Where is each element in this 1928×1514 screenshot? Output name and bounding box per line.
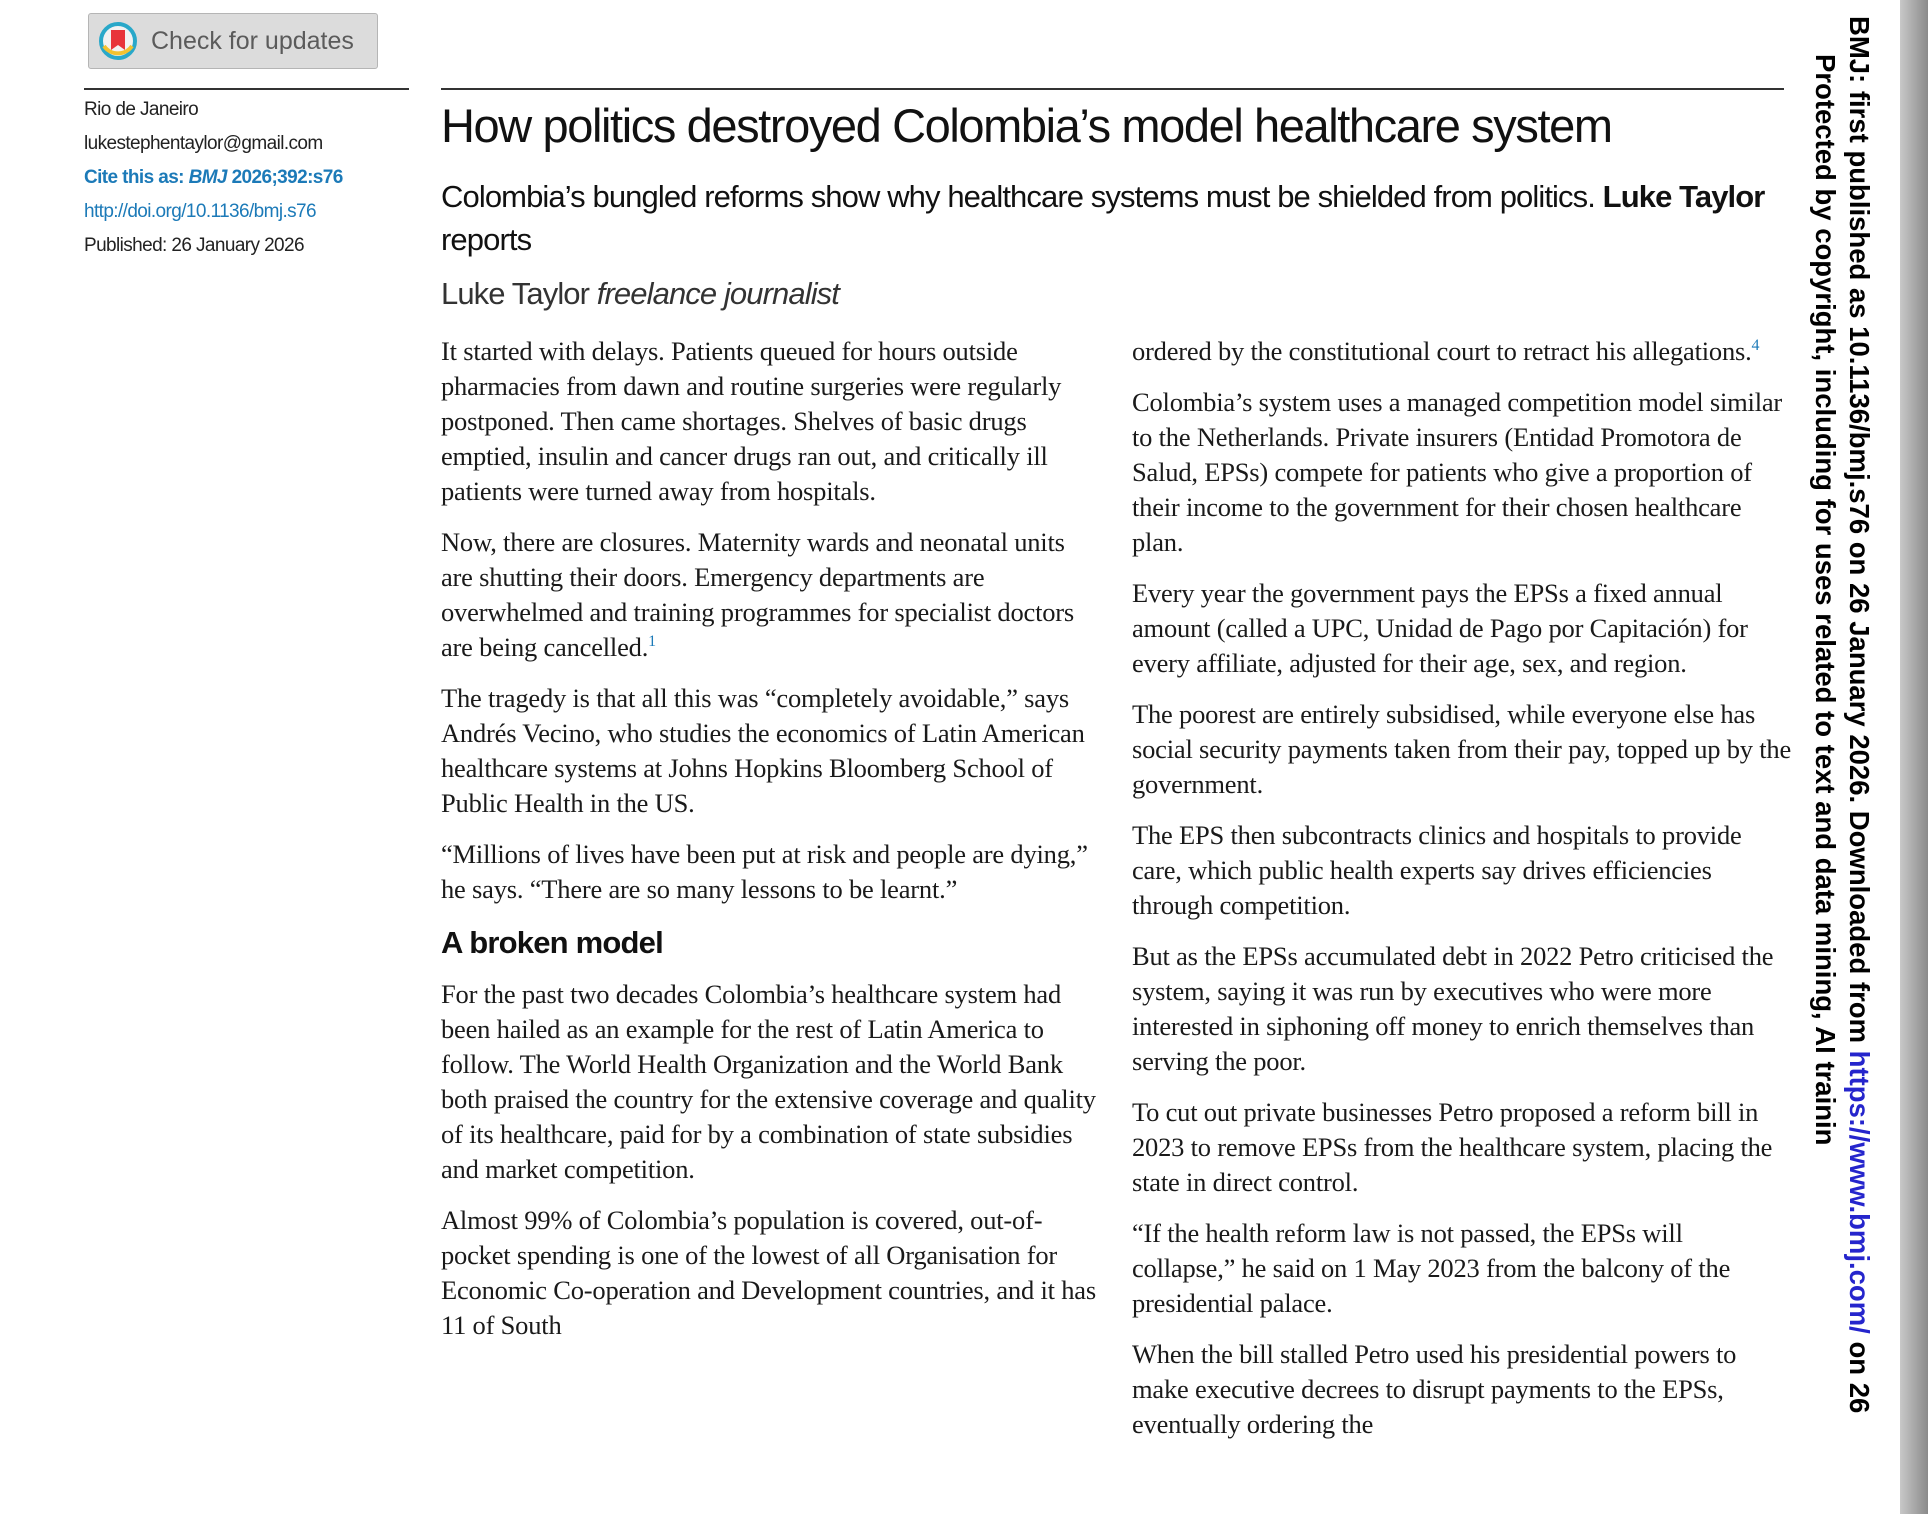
author-location: Rio de Janeiro bbox=[84, 99, 199, 120]
body-column-1 bbox=[441, 334, 1101, 1359]
viewer-scrollbar-shade bbox=[1900, 0, 1928, 1514]
citation-journal: BMJ bbox=[188, 167, 227, 188]
paragraph-text: Now, there are closures. Maternity wards and neonatal units are shutting their doors. Emergency departments are overwhelmed and training programmes for specialist doctors are being cancelled. bbox=[441, 527, 1075, 662]
paragraph: But as the EPSs accumulated debt in 2022 Petro criticised the system, saying it was run by executives who were more interested in siphoning off money to enrich themselves than serving the poor. bbox=[1132, 941, 1774, 1076]
standfirst bbox=[441, 175, 1781, 261]
citation-prefix: Cite this as: bbox=[84, 167, 189, 188]
paragraph-text: ordered by the constitutional court to retract his allegations. bbox=[1132, 336, 1752, 366]
paragraph: “Millions of lives have been put at risk and people are dying,” he says. “There are so many lessons to be learnt.” bbox=[441, 839, 1088, 904]
paragraph: Almost 99% of Colombia’s population is covered, out-of-pocket spending is one of the lowest of all Organisation for Economic Co-operation and Development countries, and it has 11 of South bbox=[441, 1205, 1096, 1340]
citation bbox=[84, 166, 404, 190]
reference-link[interactable]: 4 bbox=[1751, 337, 1760, 355]
check-for-updates-button[interactable] bbox=[88, 13, 378, 69]
byline bbox=[441, 276, 839, 312]
paragraph bbox=[1132, 334, 1792, 369]
citation-ref: 2026;392:s76 bbox=[226, 167, 343, 188]
paragraph: Every year the government pays the EPSs a fixed annual amount (called a UPC, Unidad de Pago por Capitación) for every affiliate, adjusted for their age, sex, and region. bbox=[1132, 578, 1748, 678]
author-role: freelance journalist bbox=[596, 276, 839, 311]
margin-notice-line-2: Protected by copyright, including for uses related to text and data mining, AI trainin bbox=[1810, 54, 1841, 1146]
paragraph: Colombia’s system uses a managed competition model similar to the Netherlands. Private insurers (Entidad Promotora de Salud, EPSs) compete for patients who give a proportion of their income to the government for their chosen healthcare plan. bbox=[1132, 387, 1783, 557]
standfirst-text: Colombia’s bungled reforms show why healthcare systems must be shielded from politics. bbox=[441, 179, 1603, 214]
check-for-updates-label: Check for updates bbox=[151, 26, 354, 55]
bmj-link[interactable]: https://www.bmj.com/ bbox=[1844, 1050, 1875, 1334]
title-rule bbox=[441, 88, 1784, 90]
standfirst-author: Luke Taylor bbox=[1602, 179, 1765, 214]
paragraph: “If the health reform law is not passed, the EPSs will collapse,” he said on 1 May 2023 from the balcony of the presidential palace. bbox=[1132, 1218, 1731, 1318]
margin-notice-text: on 26 bbox=[1844, 1333, 1875, 1414]
body-column-2 bbox=[1132, 334, 1792, 1458]
article-metadata bbox=[84, 94, 404, 258]
paragraph: The tragedy is that all this was “completely avoidable,” says Andrés Vecino, who studies the economics of Latin American healthcare systems at Johns Hopkins Bloomberg School of Public Health in the US. bbox=[441, 683, 1085, 818]
margin-notice-line-1 bbox=[1842, 16, 1876, 1514]
crossmark-icon bbox=[99, 22, 137, 60]
author-email[interactable]: lukestephentaylor@gmail.com bbox=[84, 133, 323, 154]
standfirst-suffix: reports bbox=[441, 222, 532, 257]
paragraph: The poorest are entirely subsidised, while everyone else has social security payments taken from their pay, topped up by the government. bbox=[1132, 699, 1792, 799]
paragraph: For the past two decades Colombia’s healthcare system had been hailed as an example for the rest of Latin America to follow. The World Health Organization and the World Bank both praised the country for the extensive coverage and quality of its healthcare, paid for by a combination of state subsidies and market competition. bbox=[441, 979, 1096, 1184]
article-title: How politics destroyed Colombia’s model healthcare system bbox=[441, 99, 1612, 152]
paragraph: The EPS then subcontracts clinics and hospitals to provide care, which public health experts say drives efficiencies through competition. bbox=[1132, 820, 1742, 920]
paragraph: To cut out private businesses Petro proposed a reform bill in 2023 to remove EPSs from the healthcare system, placing the state in direct control. bbox=[1132, 1097, 1773, 1197]
section-heading: A broken model bbox=[441, 925, 663, 960]
paragraph: It started with delays. Patients queued for hours outside pharmacies from dawn and routine surgeries were regularly postponed. Then came shortages. Shelves of basic drugs emptied, insulin and cancer drugs ran out, and critically ill patients were turned away from hospitals. bbox=[441, 336, 1062, 506]
published-date: Published: 26 January 2026 bbox=[84, 235, 304, 256]
author-name: Luke Taylor bbox=[441, 276, 590, 311]
margin-notice bbox=[1804, 16, 1884, 1514]
doi-link[interactable]: http://doi.org/10.1136/bmj.s76 bbox=[84, 201, 316, 222]
paragraph bbox=[441, 525, 1101, 665]
paragraph: When the bill stalled Petro used his presidential powers to make executive decrees to disrupt payments to the EPSs, eventually ordering the bbox=[1132, 1339, 1737, 1439]
reference-link[interactable]: 1 bbox=[648, 633, 656, 651]
margin-notice-text: BMJ: first published as 10.1136/bmj.s76 on 26 January 2026. Downloaded from bbox=[1844, 16, 1875, 1051]
sidebar-rule bbox=[84, 88, 409, 90]
